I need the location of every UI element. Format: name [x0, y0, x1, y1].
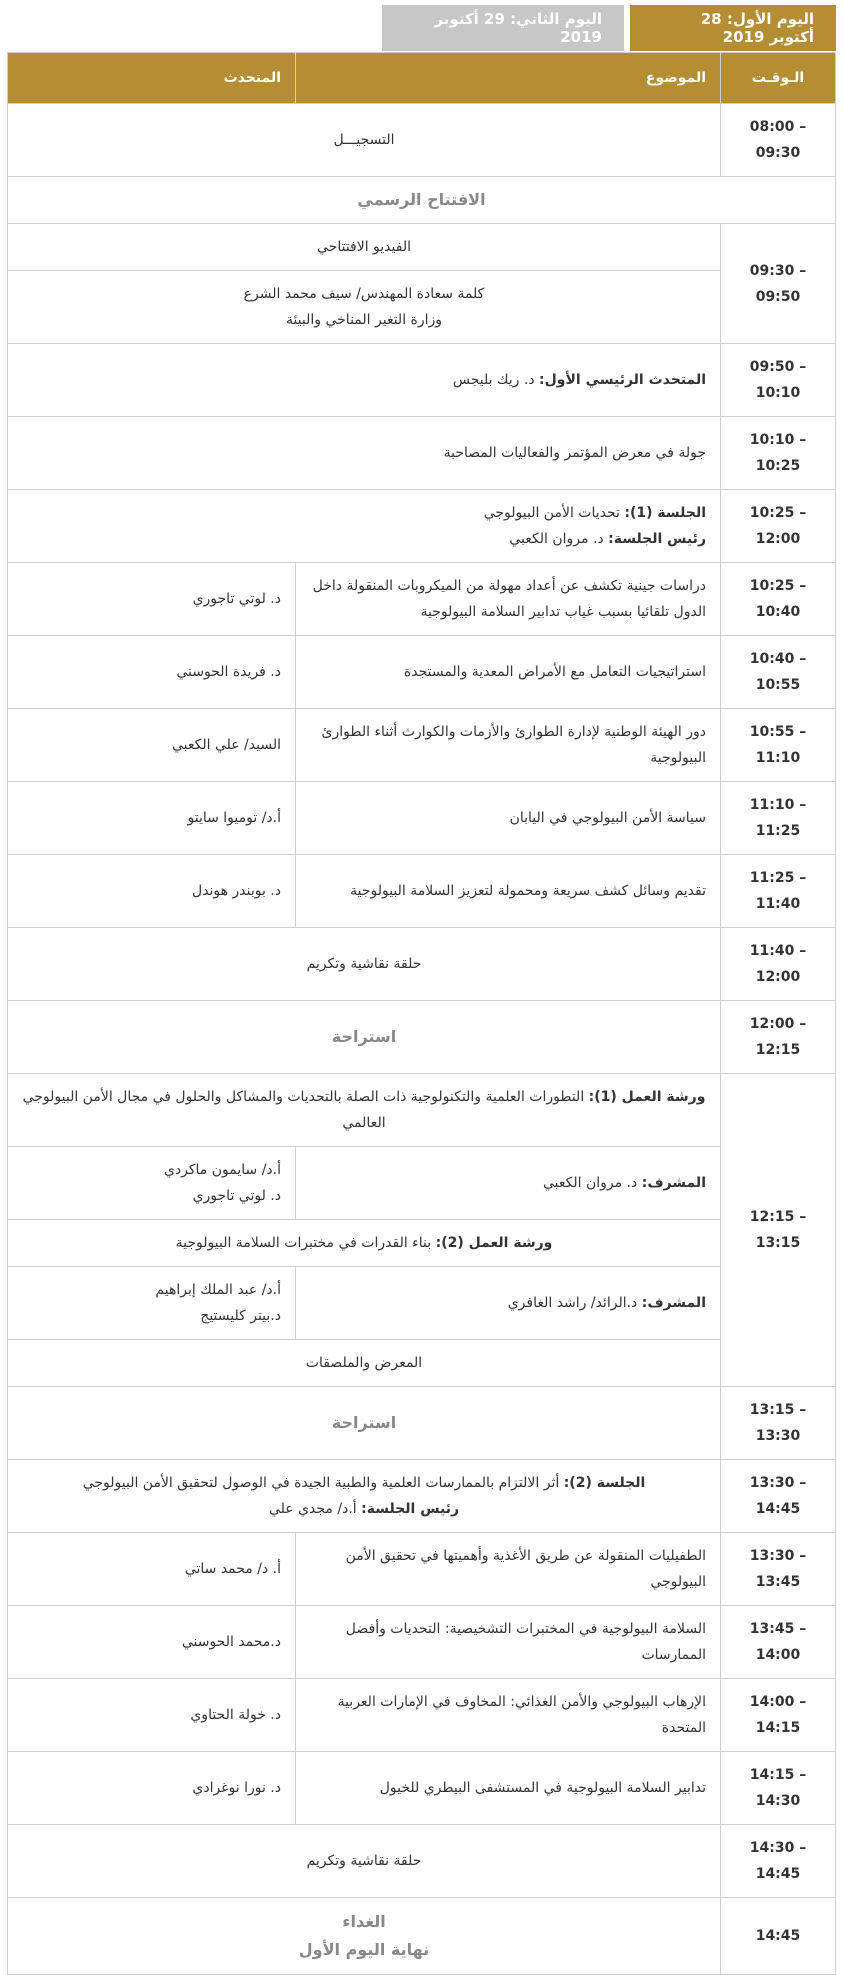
row-topic: [8, 271, 721, 344]
row-time: 11:10 – 11:25: [721, 782, 836, 855]
supervisor-label: المشرف:: [641, 1175, 706, 1191]
table-row: [8, 855, 836, 928]
table-row: [8, 1074, 836, 1147]
row-time: 14:45: [721, 1898, 836, 1975]
row-time: 10:25 – 12:00: [721, 490, 836, 563]
row-time: 09:50 – 10:10: [721, 344, 836, 417]
row-speaker: د. نورا نوغرادي: [8, 1752, 296, 1825]
table-row: [8, 1267, 836, 1340]
row-time: 13:30 – 14:45: [721, 1460, 836, 1533]
table-row: [8, 224, 836, 271]
table-row: [8, 1340, 836, 1387]
table-row: [8, 1825, 836, 1898]
row-topic: تقديم وسائل كشف سريعة ومحمولة لتعزيز السلامة البيولوجية: [296, 855, 721, 928]
tab-day-1[interactable]: اليوم الأول: 28 أكتوبر 2019: [630, 5, 836, 51]
table-row: [8, 1001, 836, 1074]
row-time: 13:15 – 13:30: [721, 1387, 836, 1460]
speech-line-1: كلمة سعادة المهندس/ سيف محمد الشرع: [243, 286, 485, 302]
keynote-label: المتحدث الرئيسي الأول:: [539, 372, 706, 388]
row-speaker: أ.د/ توميوا سايتو: [8, 782, 296, 855]
row-topic: جولة في معرض المؤتمر والفعاليات المصاحبة: [8, 417, 721, 490]
session-title: تحديات الأمن البيولوجي: [483, 505, 625, 521]
row-time: 12:15 – 13:15: [721, 1074, 836, 1387]
table-row: [8, 1147, 836, 1220]
table-row: [8, 782, 836, 855]
row-time: 10:10 – 10:25: [721, 417, 836, 490]
row-topic: الطفيليات المنقولة عن طريق الأغذية وأهميتها في تحقيق الأمن البيولوجي: [296, 1533, 721, 1606]
row-topic: المعرض والملصقات: [8, 1340, 721, 1387]
speaker-name: أ.د/ سايمون ماكردي: [163, 1162, 281, 1178]
supervisor-name: د.الرائد/ راشد الغافري: [507, 1295, 642, 1311]
row-time: 08:00 – 09:30: [721, 104, 836, 177]
row-time: 14:15 – 14:30: [721, 1752, 836, 1825]
row-topic: [8, 344, 721, 417]
break-label: استراحة: [8, 1001, 721, 1074]
table-row: [8, 1387, 836, 1460]
table-row: [8, 1533, 836, 1606]
row-time: 14:30 – 14:45: [721, 1825, 836, 1898]
row-speaker: [8, 1267, 296, 1340]
end-of-day-label: نهاية اليوم الأول: [298, 1940, 430, 1959]
table-row: [8, 417, 836, 490]
table-row: [8, 1606, 836, 1679]
table-row: [8, 104, 836, 177]
table-row: [8, 928, 836, 1001]
table-row: [8, 1220, 836, 1267]
row-topic: السلامة البيولوجية في المختبرات التشخيصية: التحديات وأفضل الممارسات: [296, 1606, 721, 1679]
row-topic: [296, 1267, 721, 1340]
section-heading: الافتتاح الرسمي: [8, 177, 836, 224]
row-topic: الفيديو الافتتاحي: [8, 224, 721, 271]
table-row: [8, 271, 836, 344]
row-speaker: د. بوبندر هوندل: [8, 855, 296, 928]
header-time: الـوقـت: [721, 53, 836, 104]
workshop-label: ورشة العمل (1):: [588, 1089, 706, 1105]
row-speaker: السيد/ علي الكعبي: [8, 709, 296, 782]
row-time: 10:55 – 11:10: [721, 709, 836, 782]
row-time: 14:00 – 14:15: [721, 1679, 836, 1752]
chair-label: رئيس الجلسة:: [361, 1501, 460, 1517]
row-topic: دراسات جينية تكشف عن أعداد مهولة من الميكروبات المنقولة داخل الدول تلقائيا بسبب غياب تدابير السلامة البيولوجية: [296, 563, 721, 636]
row-topic: دور الهيئة الوطنية لإدارة الطوارئ والأزمات والكوارث أثناء الطوارئ البيولوجية: [296, 709, 721, 782]
row-speaker: أ. د/ محمد ساتي: [8, 1533, 296, 1606]
row-time: 13:45 – 14:00: [721, 1606, 836, 1679]
agenda-table: [7, 52, 836, 1975]
lunch-label: الغداء: [342, 1912, 386, 1931]
table-row: [8, 490, 836, 563]
speaker-name: د.بيتر كليستيج: [200, 1308, 281, 1324]
chair-name: أ.د/ مجدي علي: [268, 1501, 362, 1517]
table-row: [8, 1460, 836, 1533]
speaker-name: أ.د/ عبد الملك إبراهيم: [155, 1282, 281, 1298]
header-topic: الموضوع: [296, 53, 721, 104]
row-time: 12:00 – 12:15: [721, 1001, 836, 1074]
row-time: 13:30 – 13:45: [721, 1533, 836, 1606]
row-topic: الإرهاب البيولوجي والأمن الغذائي: المخاوف في الإمارات العربية المتحدة: [296, 1679, 721, 1752]
row-speaker: د.محمد الحوسني: [8, 1606, 296, 1679]
supervisor-label: المشرف:: [641, 1295, 706, 1311]
keynote-speaker: د. ريك بليجس: [452, 372, 540, 388]
header-speaker: المتحدث: [8, 53, 296, 104]
row-speaker: د. فريدة الحوسني: [8, 636, 296, 709]
row-topic: سياسة الأمن البيولوجي في اليابان: [296, 782, 721, 855]
workshop-title: بناء القدرات في مختبرات السلامة البيولوجية: [175, 1235, 436, 1251]
workshop-label: ورشة العمل (2):: [435, 1235, 553, 1251]
speaker-name: د. لوتي تاجوري: [192, 1188, 281, 1204]
row-time: 11:25 – 11:40: [721, 855, 836, 928]
table-row: [8, 344, 836, 417]
row-time: 10:25 – 10:40: [721, 563, 836, 636]
break-label: استراحة: [8, 1387, 721, 1460]
lunch-cell: [8, 1898, 721, 1975]
session-label: الجلسة (1):: [624, 505, 706, 521]
speech-line-2: وزارة التغير المناخي والبيئة: [285, 312, 443, 328]
row-topic: حلقة نقاشية وتكريم: [8, 1825, 721, 1898]
chair-name: د. مروان الكعبي: [509, 531, 609, 547]
row-speaker: د. لوتي تاجوري: [8, 563, 296, 636]
table-row: [8, 636, 836, 709]
row-topic: التسجيـــل: [8, 104, 721, 177]
row-topic: [296, 1147, 721, 1220]
table-header: [8, 53, 836, 104]
row-topic: [8, 1460, 721, 1533]
table-row: [8, 1898, 836, 1975]
row-speaker: د. خولة الحتاوي: [8, 1679, 296, 1752]
row-time: 11:40 – 12:00: [721, 928, 836, 1001]
table-row: [8, 177, 836, 224]
table-row: [8, 1752, 836, 1825]
row-topic: [8, 490, 721, 563]
row-topic: تدابير السلامة البيولوجية في المستشفى البيطري للخيول: [296, 1752, 721, 1825]
row-time: 10:40 – 10:55: [721, 636, 836, 709]
row-time: 09:30 – 09:50: [721, 224, 836, 344]
row-topic: [8, 1074, 721, 1147]
row-topic: حلقة نقاشية وتكريم: [8, 928, 721, 1001]
day-tabs: [382, 5, 836, 51]
workshop-title: التطورات العلمية والتكنولوجية ذات الصلة بالتحديات والمشاكل والحلول في مجال الأمن البيولوجي العالمي: [22, 1089, 589, 1131]
chair-label: رئيس الجلسة:: [608, 531, 706, 547]
tab-day-2[interactable]: اليوم الثاني: 29 أكتوبر 2019: [382, 5, 624, 51]
row-topic: استراتيجيات التعامل مع الأمراض المعدية والمستجدة: [296, 636, 721, 709]
row-topic: [8, 1220, 721, 1267]
table-row: [8, 709, 836, 782]
session-label: الجلسة (2):: [563, 1475, 646, 1491]
table-row: [8, 1679, 836, 1752]
session-title: أثر الالتزام بالممارسات العلمية والطبية الجيدة في الوصول لتحقيق الأمن البيولوجي: [82, 1475, 564, 1491]
table-row: [8, 563, 836, 636]
supervisor-name: د. مروان الكعبي: [543, 1175, 642, 1191]
row-speaker: [8, 1147, 296, 1220]
